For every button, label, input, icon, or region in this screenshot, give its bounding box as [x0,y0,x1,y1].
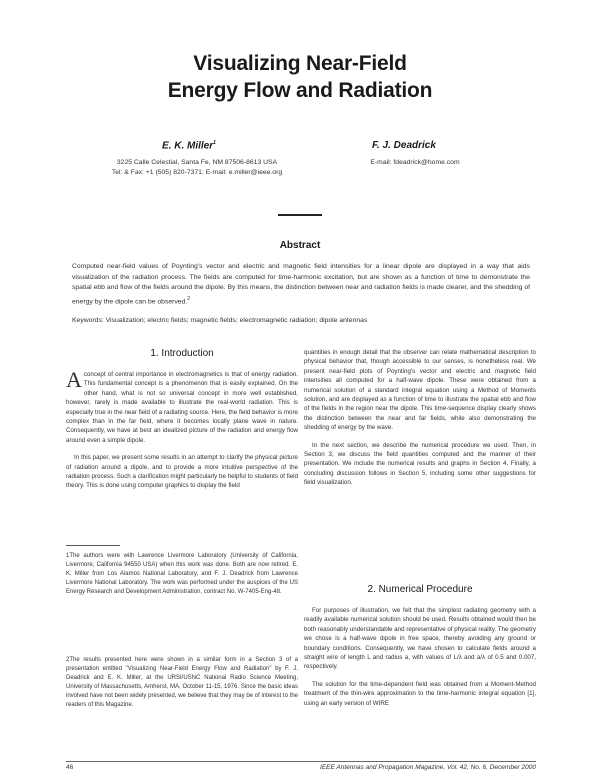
intro-paragraph-2: In this paper, we present some results in an attempt to clarify the physical picture of radiation around a dipole, and to provide a more intuitive perspective of the radiation process. Such a clarification might particularly be helpful to students of field theory. This is done using computer graphics to display the field [66,454,298,490]
intro-paragraph-1: Aconcept of central importance in electromagnetics is that of energy radiation. This fundamental concept is a phenomenon that is easily explained. On the other hand, what is not so universal concept in more well established, however, rarely is made available to illustrate the real-world radiation. This is especially true in the near field of a radiating source. Here, the field behavior is more complex than in the far field, where it becomes locally plane wave in nature. Consequently, we have at best an idealized picture of the radiation and energy flow around even a simple dipole. [66,367,298,444]
title-line-1: Visualizing Near-Field [193,52,407,75]
abstract-heading: Abstract [279,240,321,251]
title-line-2: Energy Flow and Radiation [167,79,433,102]
section-2-heading: 2. Numerical Procedure [367,584,473,595]
abstract-text: Computed near-field values of Poynting's vector and electric and magnetic field intensities for a linear dipole are displayed in a way that aids visualization of the radiation process. The fields are computed for time-harmonic excitation, but are shown as a function of time to demonstrate the spatial ebb and flow of the fields around the dipole. By this means, the distinction between near and radiation fields is made clearer, and the shedding of energy by the dipole can be observed.$^2$ [72,263,530,305]
author-2-name: F. J. Deadrick [372,140,436,151]
title-divider [278,214,322,216]
left-column [66,367,298,499]
col2-paragraph-4: The solution for the time-dependent field was obtained from a Moment-Method treatment of the thin-wire approximation to the time-harmonic integral equation [1], using an early version of WIRE [304,680,536,707]
drop-cap: A [66,367,82,392]
col2-paragraph-2: In the next section, we describe the numerical procedure we used. Then, in Section 3, we discuss the field quantities computed and the manner of their presentation. We include the numerical results and graphs in Section 4. Finally, a concluding discussion follows in Section 5, including some other suggestions for field visualization. [304,441,536,487]
section-1-heading: 1. Introduction [150,348,214,359]
right-column-lower [304,606,536,716]
author-1-affiliation [72,158,322,178]
author-1-name: E. K. Miller$^1$ [162,140,216,152]
author-1-contact: Tel: & Fax: +1 (505) 820-7371; E-mail: e.miller@ieee.org [111,169,283,176]
keywords: Keywords: Visualization; electric fields; magnetic fields; electromagnetic radiation; dipole antennas [72,317,368,324]
page-number: 46 [66,764,74,771]
author-2-email: E-mail: fdeadrick@home.com [370,159,460,166]
footer-divider [66,761,536,762]
footnote-2: 2The results presented here were shown in a similar form in a Section 3 of a presentation entitled "Visualizing Near-Field Energy Flow and Radiation" by F. J. Deadrick and E. K. Miller, at the URSI/USNC National Radio Science Meeting, University of Massachusetts, Amherst, MA, October 11-15, 1976. Since the basic ideas involved have not been widely presented, we believe that they may be of interest to the readers of this Magazine. [66,657,298,708]
col2-paragraph-3: For purposes of illustration, we felt that the simplest radiating geometry with a readily available numerical solution should be used. Results obtained would then be both reasonably understandable and representative of physical reality. The geometry we chose is a half-wave dipole in free space, thereby avoiding any ground or boundary conditions. Consequently, we have chosen to calculate fields around a straight wire of length L and radius a, with values of L/λ and a/λ of 0.5 and 0.007, respectively. [304,607,536,671]
author-1-address: 3225 Calle Celestial, Santa Fe, NM 87506-8613 USA [116,159,278,166]
paper-title [0,50,600,104]
footnote-divider [66,545,120,546]
footnote-1: 1The authors were with Lawrence Livermore Laboratory (University of California, Livermore, California 94550 USA) when this work was done. Both are now retired. E. K. Miller from Los Alamos National Laboratory, and F. J. Deadrick from Lawrence Livermore National Laboratory. The work was performed under the auspices of the US Energy Research and Development Administration, contract No. W-7405-Eng-48. [66,553,298,595]
journal-citation: IEEE Antennas and Propagation Magazine, Vol. 42, No. 6, December 2000 [320,764,536,771]
col2-paragraph-1: quantities in enough detail that the observer can relate mathematical description to physical behavior that, though accessible to our senses, is nonetheless real. We present near-field plots of Poynting's vector and electric and magnetic field intensities all computed for a half-wave dipole. These were obtained from a numerical solution of a standard integral equation using a Method of Moments solution, and are displayed as a function of time to illustrate the spatial ebb and flow of the fields in the region near the dipole. This time-sequence display clearly shows the distinction between the near and far fields, while also demonstrating the shedding of energy by the wave. [304,349,536,432]
right-column [304,348,536,496]
